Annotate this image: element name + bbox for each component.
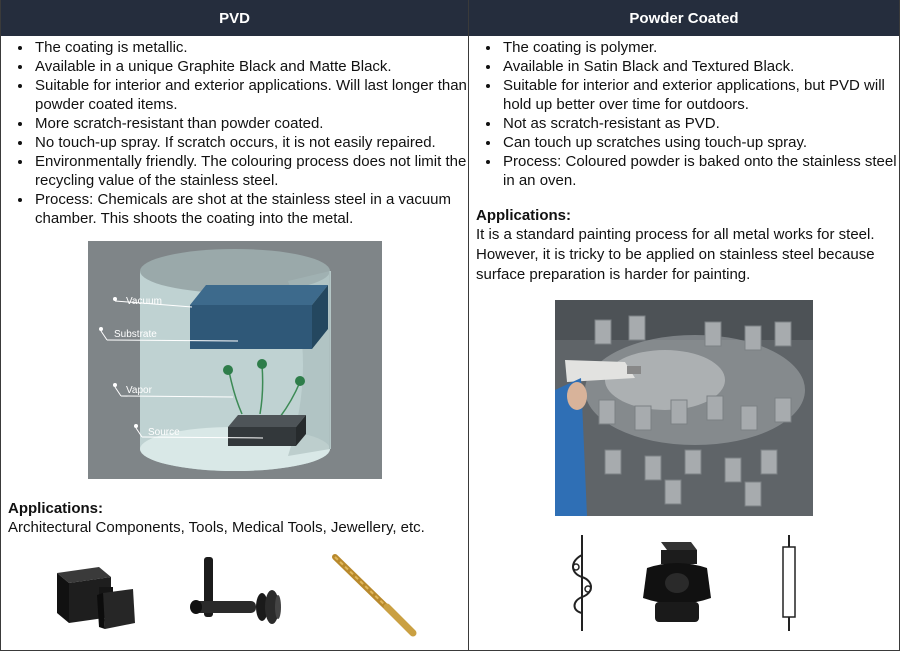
list-item: • Not as scratch-resistant as PVD.	[501, 114, 899, 133]
powder-applications-title: Applications:	[476, 207, 572, 224]
svg-text:Vapor: Vapor	[126, 385, 152, 396]
list-item: • Process: Chemicals are shot at the stainless steel in a vacuum chamber. This shoots the coating into the metal.	[33, 190, 468, 228]
substrate-block	[190, 305, 312, 349]
powder-applications-text: It is a standard painting process for all metal works for steel. However, it is tricky to be applied on stainless steel because surface preparation is harder for painting.	[476, 226, 875, 283]
list-item: • The coating is polymer.	[501, 38, 899, 57]
list-item: • More scratch-resistant than powder coated.	[33, 114, 468, 133]
pvd-bullet-list	[1, 38, 468, 228]
list-item: • Suitable for interior and exterior applications. Will last longer than powder coated items.	[33, 76, 468, 114]
svg-text:Vacuum: Vacuum	[126, 296, 162, 307]
handrail-bracket-image	[184, 553, 294, 635]
list-item: • Can touch up scratches using touch-up spray.	[501, 133, 899, 152]
list-item: • Process: Coloured powder is baked onto the stainless steel in an oven.	[501, 152, 899, 190]
list-item: • The coating is metallic.	[33, 38, 468, 57]
list-item: • Available in Satin Black and Textured Black.	[501, 57, 899, 76]
drill-bit-image	[329, 553, 421, 639]
list-item: • Suitable for interior and exterior applications, but PVD will hold up better over time for outdoors.	[501, 76, 899, 114]
powder-spray-photo	[555, 300, 813, 516]
pvd-chamber-diagram	[88, 241, 382, 479]
baluster-straight-image	[771, 533, 807, 633]
powder-bullet-list	[469, 38, 899, 190]
vapor-particle	[295, 376, 305, 386]
black-collar-image	[637, 538, 717, 628]
list-item: • No touch-up spray. If scratch occurs, it is not easily repaired.	[33, 133, 468, 152]
baluster-scroll-image	[564, 533, 604, 633]
source-top	[228, 415, 306, 427]
black-square-knob-image	[49, 553, 139, 635]
svg-text:Source: Source	[148, 427, 180, 438]
powder-coated-column	[468, 0, 900, 651]
pvd-applications-text: Architectural Components, Tools, Medical Tools, Jewellery, etc.	[8, 519, 425, 536]
pvd-header: PVD	[1, 0, 468, 36]
list-item: • Environmentally friendly. The colouring process does not limit the recycling value of the stainless steel.	[33, 152, 468, 190]
powder-coated-header: Powder Coated	[469, 0, 899, 36]
substrate-top	[190, 285, 328, 305]
vapor-particle	[223, 365, 233, 375]
source-block	[228, 427, 296, 446]
list-item: • Available in a unique Graphite Black and Matte Black.	[33, 57, 468, 76]
svg-text:Substrate: Substrate	[114, 329, 157, 340]
pvd-applications-title: Applications:	[8, 500, 104, 517]
vapor-particle	[257, 359, 267, 369]
